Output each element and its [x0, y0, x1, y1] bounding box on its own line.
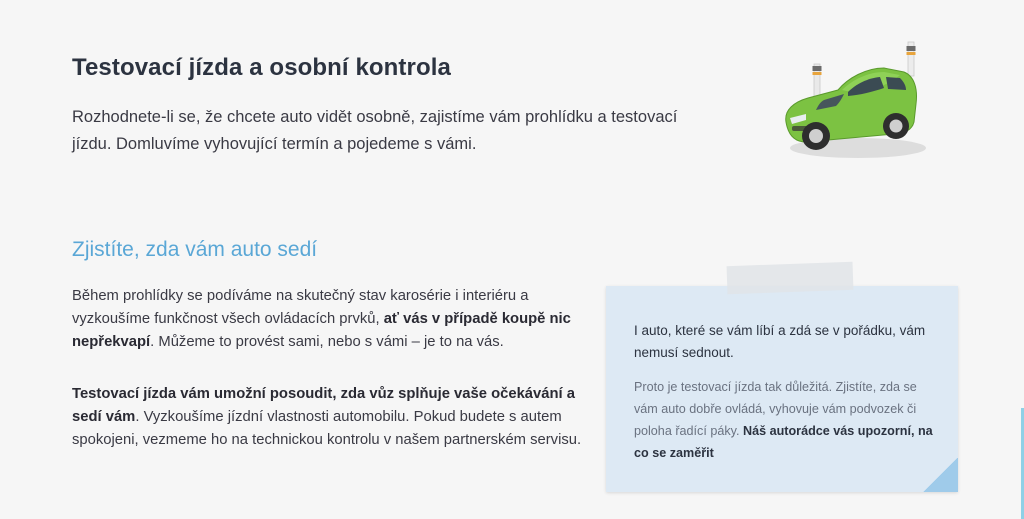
note-lead: I auto, které se vám líbí a zdá se v pořádku, vám nemusí sednout. [634, 323, 926, 360]
test-drive-paragraph: Testovací jízda vám umožní posoudit, zda vůz splňuje vaše očekávání a sedí vám. Vyzkoušíme jízdní vlastnosti automobilu. Pokud budete s autem spokojeni, vezmeme ho na technickou kontrolu v našem partnerském servisu. [72, 386, 582, 448]
inspection-paragraph: Během prohlídky se podíváme na skutečný stav karosérie i interiéru a vyzkoušíme funkčnost všech ovládacích prvků, ať vás v případě koupě nic nepřekvapí. Můžeme to provést sami, nebo s vámi – je to na vás. [72, 288, 571, 350]
intro-text: Rozhodnete-li se, že chcete auto vidět osobně, zajistíme vám prohlídku a testovací jízdu. Domluvíme vyhovující termín a pojedeme s vámi. [72, 108, 678, 153]
note-body: Proto je testovací jízda tak důležitá. Zjistíte, zda se vám auto dobře ovládá, vyhovuje vám podvozek či poloha řadící páky. Náš autorádce vás upozorní, na co se zaměřit [634, 380, 933, 460]
car-icon [776, 38, 926, 166]
page-title: Testovací jízda a osobní kontrola [72, 54, 451, 81]
note-tape [727, 262, 854, 294]
section-title: Zjistíte, zda vám auto sedí [72, 238, 318, 261]
